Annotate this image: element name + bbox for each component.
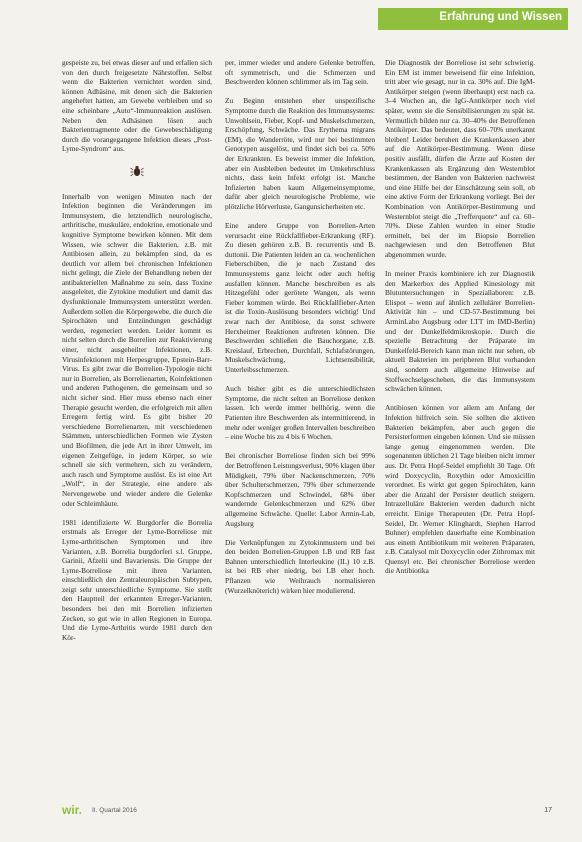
section-title: Erfahrung und Wissen xyxy=(439,11,562,23)
issue-label: II. Quartal 2016 xyxy=(92,807,137,814)
paragraph: Eine andere Gruppe von Borrelien-Arten verursacht eine Rückfallfieber-Erkrankung (RF). Zu diesen gehören z.B. B. recurrentis und B. duttonii. Die Patienten leiden an ca. wochenlichen Fieberschüben, die je nach Zustand des Immunsystems ganz leicht oder auch heftig ausfallen können. Manche beschreiben es als Hitzegefühl oder gerötete Wangen, als wenn Fieber kommen würde. Bei Rückfallfieber-Arten ist die Toxin-Auslösung besonders wichtig! Und zwar nach der Antibiose, da sonst schwere Herxheimer Reaktionen auftreten können. Die Beschwerden schließen die Bauchorgane, z.B. Kreislauf, Erbrechen, Durchfall, Schlafstörungen, Muskelschwächung, Lichtsensibilität, Unterleibsschmerzen. xyxy=(225,221,375,374)
tick-icon xyxy=(62,164,212,182)
paragraph: Die Verknüpfungen zu Zytokinmustern und bei den beiden Borrelien-Gruppen LB und RB fast Bahnen unterschiedlich Interleukine (IL) 10 z.B. ist bei RB eher niedrig, bei LB eher hoch. Pflanzen wie Weihrauch normalisieren (Wurzelknöterich) wirken hier modulierend. xyxy=(225,537,375,595)
magazine-logo: wir. xyxy=(62,803,83,817)
paragraph: Die Diagnostik der Borreliose ist sehr schwierig. Ein EM ist immer beweisend für eine Infektion, tritt aber wie gesagt, nur in ca. 30% auf. Die IgM-Antikörper steigen (wenn überhaupt) erst nach ca. 3–4 Wochen an, die IgG-Antikörper noch viel später, wenn sie die Sensibilisierungen zu spät ist. Vermutlich bilden nur ca. 30–40% der Betroffenen Antikörper. Das bedeutet, dass 60–70% unerkannt bleiben! Leider beruhen die Krankenkassen aber auf die Antikörper-Bestimmung. Wenn diese positiv ausfällt, dürfen die Ärzte auf Kosten der Krankenkassen als Ergänzung den Westernblot bestimmen, der Banden von Bakterien nachweist und eine Hilfe bei der Einschätzung sein soll, ob eine aktive Form der Erkrankung vorliegt. Bei der Kombination von Antikörper-Bestimmung und Westernblot steigt die „Trefferquote“ auf ca. 60–70%. Diese Zahlen wurden in einer Studie ermittelt, bei der im Biopsie Borrelien nachgewiesen und den Betroffenen Blut abgenommen wurde. xyxy=(385,58,535,259)
paragraph: per, immer wieder und andere Gelenke betroffen, oft symmetrisch, und die Schmerzen und Beschwerden können schlimmer als im Tag sein. xyxy=(225,58,375,87)
paragraph: In meiner Praxis kombiniere ich zur Diagnostik den Markerbox des Applied Kinesiology mit Blutuntersuchungen in Speziallaboren: z.B. Elispot – wenn auf ähnlich zellulärer Borrelien-Aktivität hin – und CD-57-Bestimmung bei ArminLabo Augsburg oder LTT im IMD-Berlin) und der Dunkelfeldmikroskopie. Durch die spezielle Betrachtung der Präparate im Dunkelfeld-Bereich kann man nicht nur sehen, ob aktuell Bakterien im peripheren Blut vorhanden sind, sondern auch allgemeine Hinweise auf Stoffwechselgeschehen, die das Immunsystem schwächen können. xyxy=(385,269,535,394)
paragraph: Zu Beginn entstehen eher unspezifische Symptome durch die Reaktion des Immunsystems: Unwohlsein, Fieber, Kopf- und Muskelschmerzen, Erschöpfung, Schwäche. Das Erythema migrans (EM), die Wanderröte, wird nur bei bestimmten Genotypen ausgelöst, und findet sich bei ca. 50% der Erkrankten. Es beweist immer die Infektion, aber ein Ausbleiben bedeutet im Umkehrschluss nichts, dass kein Infekt erfolgt ist. Manche Infizierten haben kaum Allgemeinsymptome, dafür aber gleich neurologische Probleme, wie plötzliche Hörverluste, Gangunsicherheiten etc. xyxy=(225,96,375,211)
paragraph: Innerhalb von wenigen Minuten nach der Infektion beginnen die Veränderungen im Immunsystem, die letztendlich neurologische, arthritische, muskuläre, endokrine, emotionale und kognitive Symptome bewirken können. Mit dem Wissen, wie schwer die Bakterien, z.B. mit Antibiosen allein, zu bekämpfen sind, da es deutlich vor allem bei chronischen Infektionen nicht gelingt, die Ziele der Behandlung neben der antibakteriellen Maßnahme zu sein, dass Toxine ausgeleitet, die Zytokine moduliert und damit das dysfunktionale Immunsystem unterstützt werden. Außerdem sollen die Körpergewebe, die durch die Spirochäten und Entzündungen geschädigt werden, regeneriert werden. Leider kommt es nicht selten durch die Borrelien zur Reaktivierung einer, nicht ausgeheilter Infektionen, z.B. Virusinfektionen mit Herpesgruppe, Epstein-Barr-Virus. Es gibt zwar die Borrelien-Typologie nicht nur in Borrelien, als Borrelienarten, Koinfektionen und anderen Pathogenen, die gemeinsam und so nicht sicher sind. Hier muss ebenso nach einer Therapie gesucht werden, die erfolgreich mit allen Erregern fertig wird. Es gibt bisher 20 verschiedene Borrelienarten, mit verschiedenen Stämmen, unterschiedlichen Formen wie Zysten und Biofilmen, die jede Art in ihrer Umwelt, im eigenen Zeitgefüge, in jedem Körper, so wie schnell sie sich vermehren, sich zu verändern, auch rasch und Symptome auslöst. Es ist eine Art „Wolf“, in der Strategie, eine andere als Nervengewebe und wieder andere die Gelenke oder Schleimhäute. xyxy=(62,191,212,508)
text-column-2 xyxy=(225,58,375,605)
paragraph: 1981 identifizierte W. Burgdorfer die Borrelia erstmals als Erreger der Lyme-Borreliose mit Lyme-arthritischen Symptomen und ihre Varianten, z.B. Borrelia burgdorferi s.l. Gruppe, Garinii, Afzelii und Bavariensis. Die Gruppe der Lyme-Borreliose mit ihren Varianten, einschließlich den Zentraleuropäischen Subtypen, zeigt sehr unterschiedliche Symptome. Sie stellt den Hauptteil der erkannten Erreger-Varianten, besonders bei den mit Borrelien infizierten Zecken, so gut wie in allen Regionen in Europa. Und die Lyme-Arthritis wurde 1981 durch den Kör- xyxy=(62,517,212,642)
page-number: 17 xyxy=(544,807,552,814)
text-column-3 xyxy=(385,58,535,586)
text-column-1 xyxy=(62,58,212,652)
section-header-bar xyxy=(378,8,568,30)
page-footer xyxy=(62,803,552,820)
paragraph: Antibiosen können vor allem am Anfang der Infektion hilfreich sein. Sie sollten die aktiven Bakterien bekämpfen, aber auch gegen die Persisterformen eingeben können. Und sie müssen lange genug eingenommen werden. Die sogenannten üblichen 21 Tage bleiben nicht immer aus. Dr. Petra Hopf-Seidel empfiehlt 30 Tage. Oft wird Doxycyclin, Roxythin oder Amoxicillin verordnet. Es wirkt gut gegen Spirochäten, kann aber die Anzahl der Persister deutlich steigern. Intrazelluläre Bakterien werden dadurch nicht erreicht. Einige Therapeuten (Dr. Petra Hopf-Seidel, Dr. Werner Klinghardt, Stephen Harrod Buhner) empfehlen dauerhafte eine Kombination aus einem Antibiotikum mit weiteren Präparaten, z.B. Catalysol mit Doxycyclin oder Zithromax mit Quensyl etc. Bei chronischer Borreliose werden die Antibiotika xyxy=(385,403,535,576)
paragraph: gespeiste zu, bei etwas dieser auf und erfallen sich von den durch freigesetzte Nährstoffen. Selbst wenn die Bakterien vernichtet worden sind, können Adhäsine, mit denen sich die Bakterien angeheftet hatten, am Gewebe verbleiben und so eine scheinbare „Auto“-Immunreaktion auslösen. Neben den Adhäsinen lösen auch Bakterientragmente oder die Gewebeschädigung durch die vorangegangene Infektion dieses „Post-Lyme-Syndrom“ aus. xyxy=(62,58,212,154)
paragraph: Auch bisher gibt es die unterschiedlichsten Symptome, die nicht selten an Borreliose denken lassen. Ich werde immer hellhörig, wenn die Patienten ihre Beschwerden als intermittierend, in mehr oder weniger großen Intervallen beschreiben – eine Woche bis zu 4 bis 6 Wochen. xyxy=(225,384,375,442)
paragraph: Bei chronischer Borreliose finden sich bei 99% der Betroffenen Leistungsverlust, 90% klagen über Müdigkeit, 79% über Nackenschmerzen, 70% über Schulterschmerzen, 79% über schmerzende Kopfschmerzen und Schwindel, 68% über wandernde Gelenkschmerzen und 62% über allgemeine Schwäche. Quelle: Labor Armin-Lab, Augsburg xyxy=(225,451,375,528)
